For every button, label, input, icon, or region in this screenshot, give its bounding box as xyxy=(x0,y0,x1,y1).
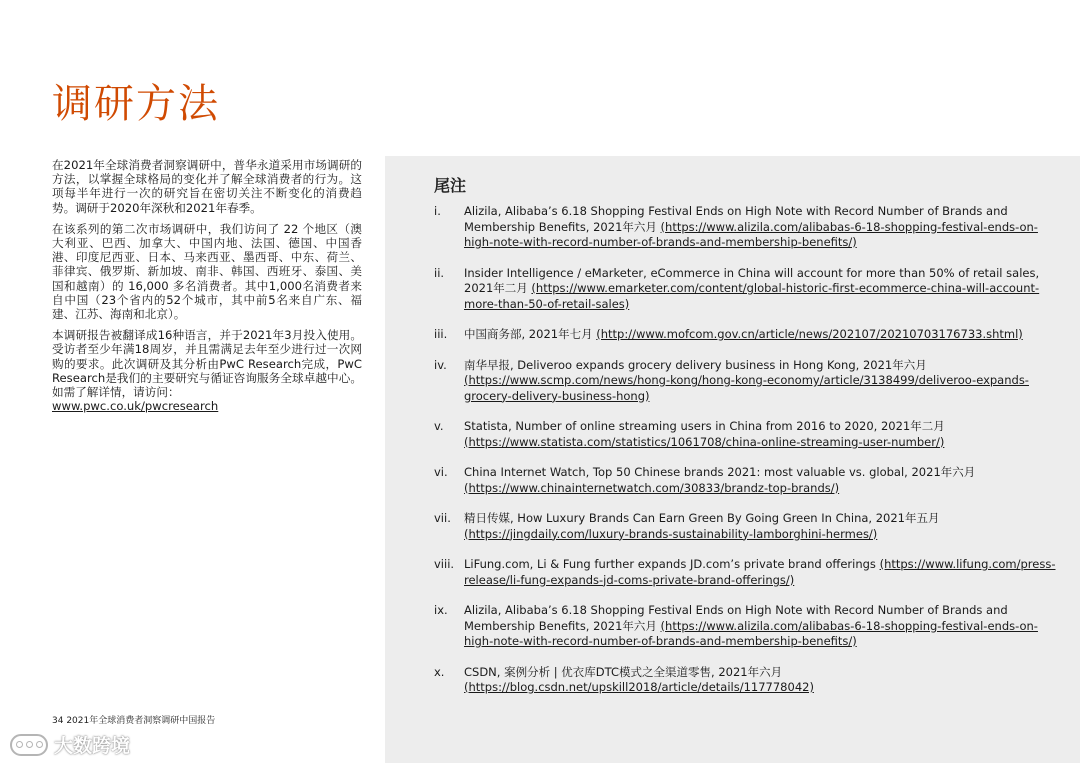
endnote-number: vii. xyxy=(434,511,451,525)
endnote-item xyxy=(434,665,1064,696)
endnotes-list xyxy=(434,204,1064,696)
intro-text xyxy=(52,158,362,420)
endnote-item xyxy=(434,465,1064,496)
endnote-number: vi. xyxy=(434,465,448,479)
endnote-link[interactable]: (https://jingdaily.com/luxury-brands-sustainability-lamborghini-hermes/) xyxy=(464,526,878,541)
watermark-logo-icon xyxy=(10,734,48,756)
endnote-number: v. xyxy=(434,419,444,433)
endnote-text: 中国商务部, 2021年七月 xyxy=(464,327,597,341)
endnote-link[interactable]: (http://www.mofcom.gov.cn/article/news/202107/20210703176733.shtml) xyxy=(596,327,1023,341)
endnote-link[interactable]: (https://www.emarketer.com/content/global-historic-first-ecommerce-china-will-account-more-than-50-of-retail-sales) xyxy=(464,281,1040,311)
endnote-text: Insider Intelligence / eMarketer, eCommerce in China will account for more than 50% of retail sales, 2021年二月 xyxy=(464,265,1040,295)
endnote-number: iv. xyxy=(434,357,447,372)
endnote-number: iii. xyxy=(434,327,448,341)
endnote-item xyxy=(434,204,1064,251)
endnote-item xyxy=(434,419,1064,450)
watermark xyxy=(10,731,130,758)
intro-paragraph-3-text: 本调研报告被翻译成16种语言，并于2021年3月投入使用。受访者至少年满18周岁，并且需满足去年至少进行过一次网购的要求。此次调研及其分析由PwC Research完成，PwC Research是我们的主要研究与循证咨询服务全球卓越中心。如需了解详情，请访问： xyxy=(52,328,362,400)
endnote-item xyxy=(434,266,1064,313)
endnote-link[interactable]: (https://www.lifung.com/press-release/li-fung-expands-jd-coms-private-brand-offerings/) xyxy=(464,557,1056,587)
intro-paragraph-2: 在该系列的第二次市场调研中，我们访问了 22 个地区（澳大利亚、巴西、加拿大、中国内地、法国、德国、中国香港、印度尼西亚、日本、马来西亚、墨西哥、中东、荷兰、菲律宾、俄罗斯、新加坡、南非、韩国、西班牙、泰国、美国和越南）的 16,000 多名消费者。其中1,000名消费者来自中国（23个省内的52个城市，其中前5名来自广东、福建、江苏、海南和北京）。 xyxy=(52,221,362,322)
endnote-link[interactable]: (https://www.statista.com/statistics/1061708/china-online-streaming-user-number/) xyxy=(464,434,945,449)
endnote-text: Alizila, Alibaba’s 6.18 Shopping Festival Ends on High Note with Record Number of Brands and Membership Benefits, 2021年六月 xyxy=(464,603,1008,633)
intro-paragraph-3 xyxy=(52,328,362,413)
endnote-item xyxy=(434,327,1064,343)
endnote-link[interactable]: (https://www.chinainternetwatch.com/30833/brandz-top-brands/) xyxy=(464,480,840,495)
endnote-link[interactable]: (https://blog.csdn.net/upskill2018/article/details/117778042) xyxy=(464,680,814,694)
endnote-number: x. xyxy=(434,664,445,679)
endnote-number: ix. xyxy=(434,603,448,617)
watermark-text: 大数跨境 xyxy=(54,735,131,757)
endnote-number: i. xyxy=(434,204,441,218)
endnote-item xyxy=(434,603,1064,650)
endnote-text: Alizila, Alibaba’s 6.18 Shopping Festival Ends on High Note with Record Number of Brands and Membership Benefits, 2021年六月 xyxy=(464,204,1008,234)
page-footer: 34 2021年全球消费者洞察调研中国报告 xyxy=(52,716,216,726)
endnote-item xyxy=(434,511,1064,542)
pwc-research-link[interactable]: www.pwc.co.uk/pwcresearch xyxy=(52,399,219,414)
endnote-item xyxy=(434,358,1064,405)
endnotes-panel xyxy=(385,156,1080,763)
endnote-number: ii. xyxy=(434,265,445,280)
endnote-text: China Internet Watch, Top 50 Chinese brands 2021: most valuable vs. global, 2021年六月 xyxy=(464,465,976,479)
endnote-text: 南华早报, Deliveroo expands grocery delivery business in Hong Kong, 2021年六月 xyxy=(464,357,927,372)
endnote-link[interactable]: (https://www.scmp.com/news/hong-kong/hong-kong-economy/article/3138499/deliveroo-expands-grocery-delivery-business-hong) xyxy=(464,373,1029,403)
intro-paragraph-1: 在2021年全球消费者洞察调研中，普华永道采用市场调研的方法，以掌握全球格局的变化并了解全球消费者的行为。这项每半年进行一次的研究旨在密切关注不断变化的消费趋势。调研于2020年深秋和2021年春季。 xyxy=(52,158,362,215)
endnote-text: CSDN, 案例分析 | 优衣库DTC模式之全渠道零售, 2021年六月 xyxy=(464,664,783,679)
endnote-text: 精日传媒, How Luxury Brands Can Earn Green By Going Green In China, 2021年五月 xyxy=(464,511,940,525)
endnote-text: Statista, Number of online streaming users in China from 2016 to 2020, 2021年二月 xyxy=(464,419,945,433)
page-title: 调研方法 xyxy=(52,81,220,127)
endnotes-title: 尾注 xyxy=(434,176,467,195)
endnote-number: viii. xyxy=(434,557,455,571)
endnote-link[interactable]: (https://www.alizila.com/alibabas-6-18-shopping-festival-ends-on-high-note-with-record-number-of-brands-and-membership-benefits/) xyxy=(464,219,1038,249)
endnote-link[interactable]: (https://www.alizila.com/alibabas-6-18-shopping-festival-ends-on-high-note-with-record-number-of-brands-and-membership-benefits/) xyxy=(464,618,1038,648)
endnote-item xyxy=(434,557,1064,588)
endnote-text: LiFung.com, Li & Fung further expands JD.com’s private brand offerings xyxy=(464,557,880,571)
